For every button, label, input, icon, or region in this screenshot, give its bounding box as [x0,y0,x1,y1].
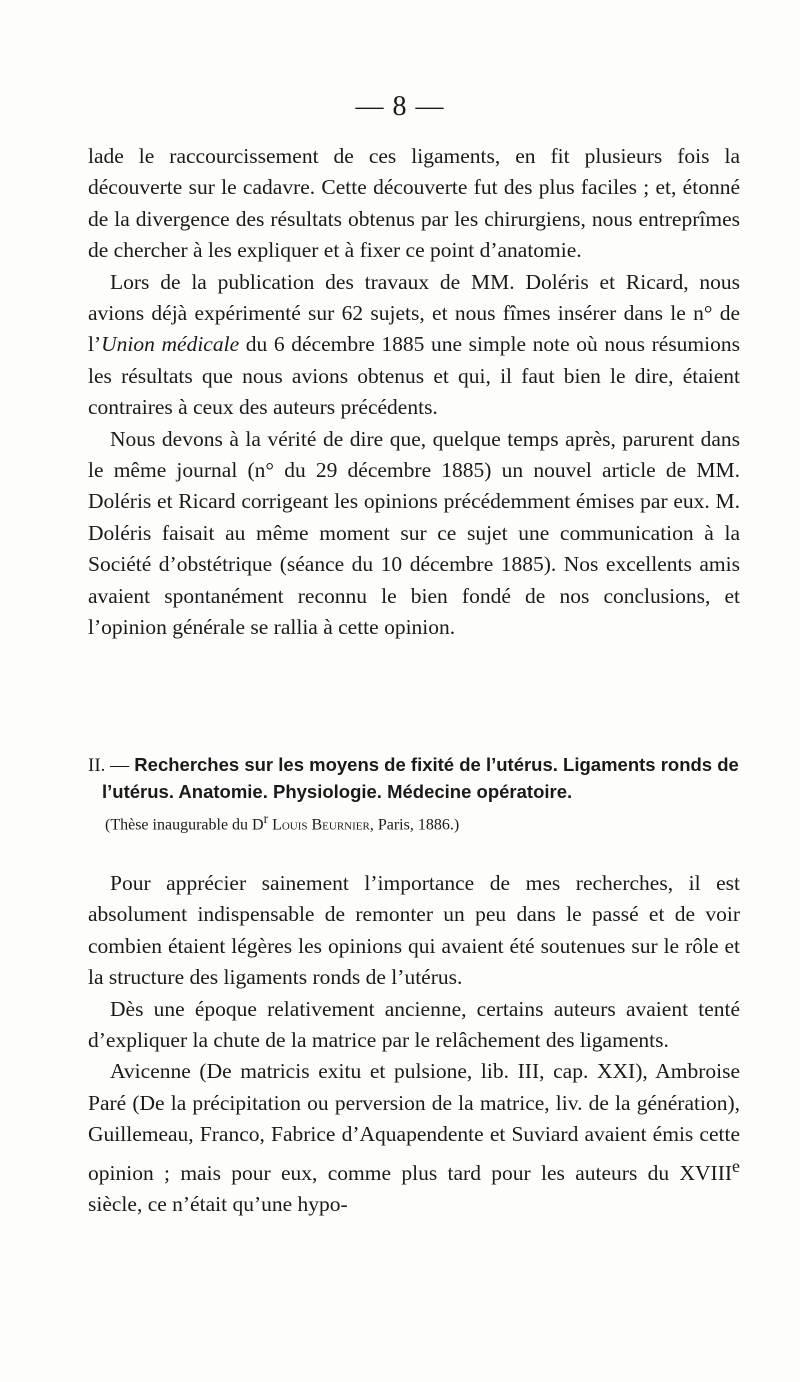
paragraph: Nous devons à la vérité de dire que, quelque temps après, parurent dans le même journal (n° du 29 décembre 1885) un nouvel article de MM. Doléris et Ricard corrigeant les opinions précédemment émises par eux. M. Doléris faisait au même moment sur ce sujet une communication à la Société d’obstétrique (séance du 10 décembre 1885). Nos excellents amis avaient spontanément reconnu le bien fondé de nos conclusions, et l’opinion générale se rallia à cette opinion. [88,426,740,640]
paragraph-text: Lors de la publication des travaux de MM. Doléris et Ricard, nous avions déjà expérimenté sur 62 sujets, et nous fîmes insérer dans le n° de l’ [88,269,740,357]
author-name: Louis Beurnier [272,816,370,834]
paragraph [88,267,740,424]
section-two-text [88,868,740,1221]
century-sup: e [732,1155,740,1176]
page-number: — 8 — [355,91,445,122]
heading-number: II. — [88,755,130,776]
subtitle-text: , Paris, 1886.) [369,816,460,834]
paragraph-text: siècle, ce n’était qu’une hypo- [88,1192,348,1217]
journal-title: Union médicale [101,332,240,357]
heading-title-text: Recherches sur les moyens de fixité de l’utérus. Ligaments ronds de l’utérus. Anatomie. Physiologie. Médecine opératoire. [102,754,739,802]
section-one-text [88,141,740,644]
paragraph: lade le raccourcissement de ces ligaments, en fit plusieurs fois la découverte sur le cadavre. Cette découverte fut des plus faciles ; et, étonné de la divergence des résultats obtenus par les chirurgiens, nous entreprîmes de chercher à les expliquer et à fixer ce point d’anatomie. [88,144,740,263]
paragraph-text: du 6 décembre 1885 une simple note où nous résumions les résultats que nous avions obtenus et qui, il faut bien le dire, étaient contraires à ceux des auteurs précédents. [88,332,740,420]
paragraph-text: Avicenne (De matricis exitu et pulsione, lib. III, cap. XXI), Ambroise Paré (De la précipitation ou perversion de la matrice, liv. de la génération), Guillemeau, Franco, Fabrice d’Aquapendente et Suviard avaient émis cette opinion ; mais pour eux, comme plus tard pour les auteurs du XVIII [88,1059,740,1185]
paragraph: Pour apprécier sainement l’importance de mes recherches, il est absolument indispensable de remonter un peu dans le passé et de voir combien étaient légères les opinions qui avaient été soutenues sur le rôle et la structure des ligaments ronds de l’utérus. [88,871,740,990]
subtitle-sup: r [263,811,269,826]
paragraph [88,1056,740,1220]
heading-title [88,752,748,805]
section-heading [88,752,748,836]
subtitle-text: (Thèse inaugurable du D [105,816,264,834]
paragraph: Dès une époque relativement ancienne, certains auteurs avaient tenté d’expliquer la chute de la matrice par le relâchement des ligaments. [88,996,740,1053]
heading-subtitle [88,808,748,836]
